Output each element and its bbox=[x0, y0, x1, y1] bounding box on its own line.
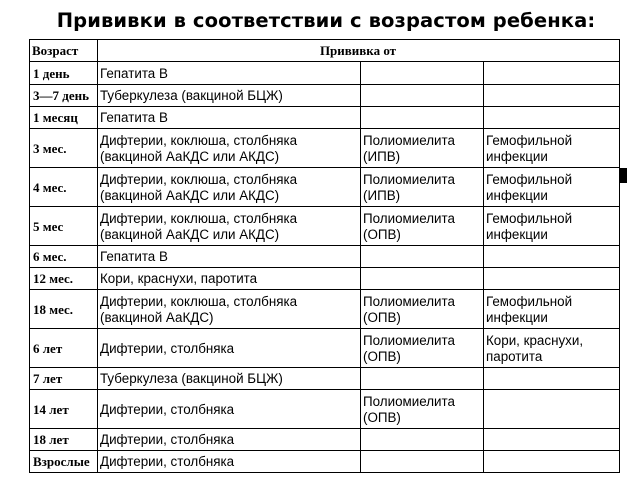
age-cell: 1 день bbox=[30, 62, 98, 85]
age-cell: 12 мес. bbox=[30, 268, 98, 290]
age-cell: 6 лет bbox=[30, 329, 98, 368]
table-row bbox=[30, 62, 620, 85]
age-cell: Взрослые bbox=[30, 451, 98, 473]
age-cell: 4 мес. bbox=[30, 168, 98, 207]
vaccine-primary-cell: Туберкулеза (вакциной БЦЖ) bbox=[98, 85, 361, 107]
vaccine-secondary-cell: Полиомиелита (ИПВ) bbox=[361, 168, 484, 207]
vaccine-secondary-cell bbox=[361, 85, 484, 107]
page-title: Прививки в соответствии с возрастом ребенка: bbox=[56, 9, 596, 32]
vaccine-tertiary-cell: Гемофильной инфекции bbox=[484, 168, 620, 207]
vaccine-tertiary-cell bbox=[484, 62, 620, 85]
vaccine-primary-cell: Дифтерии, коклюша, столбняка (вакциной АаКДС или АКДС) bbox=[98, 129, 361, 168]
vaccine-secondary-cell bbox=[361, 451, 484, 473]
vaccine-tertiary-cell bbox=[484, 107, 620, 129]
vaccine-tertiary-cell bbox=[484, 368, 620, 390]
vaccine-primary-cell: Дифтерии, столбняка bbox=[98, 390, 361, 429]
vaccine-tertiary-cell bbox=[484, 429, 620, 451]
age-cell: 1 месяц bbox=[30, 107, 98, 129]
vaccine-primary-cell: Дифтерии, коклюша, столбняка (вакциной АаКДС) bbox=[98, 290, 361, 329]
age-cell: 14 лет bbox=[30, 390, 98, 429]
vaccine-tertiary-cell bbox=[484, 390, 620, 429]
table-row bbox=[30, 368, 620, 390]
vaccine-secondary-cell: Полиомиелита (ОПВ) bbox=[361, 290, 484, 329]
vaccine-primary-cell: Гепатита В bbox=[98, 246, 361, 268]
vaccine-secondary-cell bbox=[361, 368, 484, 390]
vaccine-secondary-cell bbox=[361, 62, 484, 85]
vaccine-primary-cell: Дифтерии, столбняка bbox=[98, 429, 361, 451]
vaccine-primary-cell: Гепатита В bbox=[98, 62, 361, 85]
table-row bbox=[30, 246, 620, 268]
table-row bbox=[30, 390, 620, 429]
table-header-row bbox=[30, 40, 620, 62]
table-row bbox=[30, 168, 620, 207]
vaccine-primary-cell: Дифтерии, коклюша, столбняка (вакциной АаКДС или АКДС) bbox=[98, 168, 361, 207]
age-cell: 6 мес. bbox=[30, 246, 98, 268]
vaccine-tertiary-cell bbox=[484, 268, 620, 290]
page-edge-marker bbox=[620, 168, 627, 183]
age-cell: 3 мес. bbox=[30, 129, 98, 168]
vaccine-secondary-cell: Полиомиелита (ИПВ) bbox=[361, 129, 484, 168]
vaccine-primary-cell: Гепатита В bbox=[98, 107, 361, 129]
vaccine-secondary-cell bbox=[361, 429, 484, 451]
vaccine-tertiary-cell: Гемофильной инфекции bbox=[484, 290, 620, 329]
vaccine-tertiary-cell bbox=[484, 85, 620, 107]
vaccination-table bbox=[29, 39, 620, 473]
age-cell: 7 лет bbox=[30, 368, 98, 390]
vaccine-secondary-cell: Полиомиелита (ОПВ) bbox=[361, 390, 484, 429]
table-row bbox=[30, 85, 620, 107]
table-row bbox=[30, 107, 620, 129]
vaccine-tertiary-cell: Гемофильной инфекции bbox=[484, 207, 620, 246]
vaccine-tertiary-cell: Кори, краснухи, паротита bbox=[484, 329, 620, 368]
table-row bbox=[30, 129, 620, 168]
header-vaccine: Прививка от bbox=[98, 40, 620, 62]
vaccine-tertiary-cell bbox=[484, 246, 620, 268]
vaccine-primary-cell: Дифтерии, коклюша, столбняка (вакциной АаКДС или АКДС) bbox=[98, 207, 361, 246]
table-row bbox=[30, 429, 620, 451]
table-row bbox=[30, 268, 620, 290]
age-cell: 18 мес. bbox=[30, 290, 98, 329]
vaccine-secondary-cell: Полиомиелита (ОПВ) bbox=[361, 329, 484, 368]
vaccine-primary-cell: Кори, краснухи, паротита bbox=[98, 268, 361, 290]
vaccine-secondary-cell bbox=[361, 268, 484, 290]
header-age: Возраст bbox=[30, 40, 98, 62]
vaccine-tertiary-cell bbox=[484, 451, 620, 473]
age-cell: 18 лет bbox=[30, 429, 98, 451]
vaccine-secondary-cell bbox=[361, 246, 484, 268]
table-row bbox=[30, 207, 620, 246]
table-row bbox=[30, 329, 620, 368]
age-cell: 3—7 день bbox=[30, 85, 98, 107]
vaccine-secondary-cell bbox=[361, 107, 484, 129]
vaccine-tertiary-cell: Гемофильной инфекции bbox=[484, 129, 620, 168]
table-row bbox=[30, 451, 620, 473]
vaccine-primary-cell: Дифтерии, столбняка bbox=[98, 329, 361, 368]
table-row bbox=[30, 290, 620, 329]
vaccine-primary-cell: Туберкулеза (вакциной БЦЖ) bbox=[98, 368, 361, 390]
age-cell: 5 мес bbox=[30, 207, 98, 246]
vaccine-primary-cell: Дифтерии, столбняка bbox=[98, 451, 361, 473]
vaccine-secondary-cell: Полиомиелита (ОПВ) bbox=[361, 207, 484, 246]
